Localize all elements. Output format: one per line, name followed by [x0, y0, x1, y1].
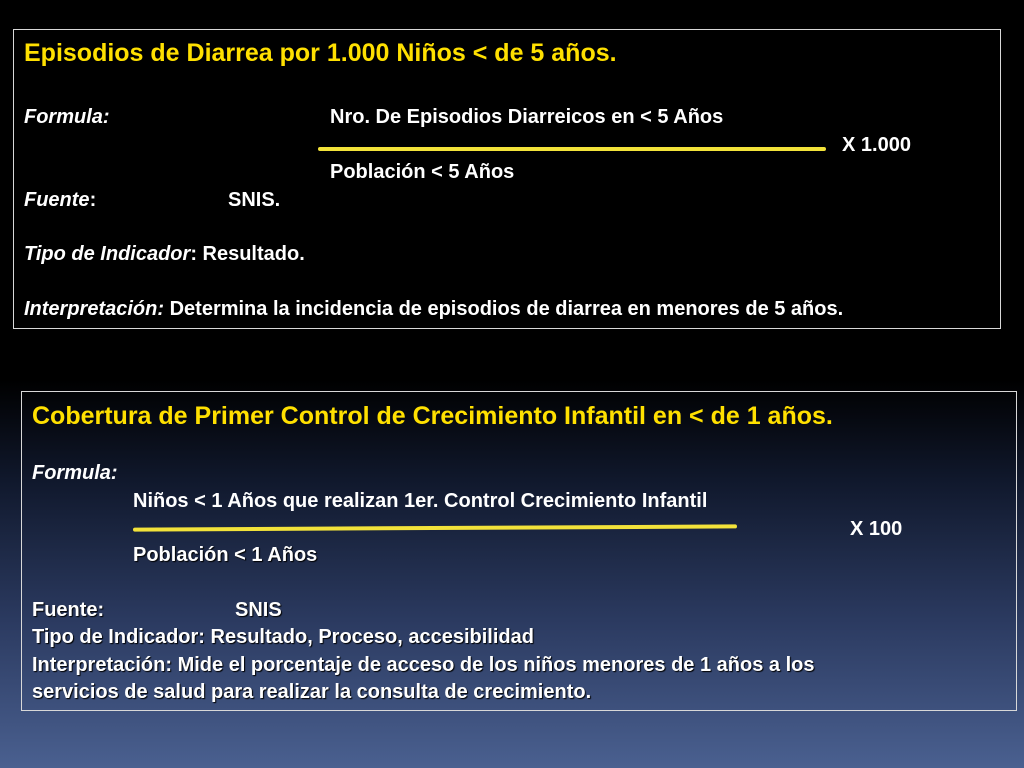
- crecimiento-numerator: Niños < 1 Años que realizan 1er. Control Crecimiento Infantil: [133, 490, 708, 512]
- diarrea-interp-label: Interpretación:: [24, 298, 165, 320]
- crecimiento-multiplier: X 100: [850, 518, 903, 540]
- crecimiento-title: Cobertura de Primer Control de Crecimiento Infantil en < de 1 años.: [32, 402, 833, 430]
- crecimiento-denominator: Población < 1 Años: [133, 544, 318, 566]
- diarrea-numerator: Nro. De Episodios Diarreicos en < 5 Años: [330, 106, 724, 128]
- diarrea-interp-row: [24, 297, 843, 321]
- crecimiento-fuente-label: Fuente:: [32, 599, 105, 621]
- diarrea-tipo-row: [24, 242, 305, 266]
- diarrea-fraction-bar: [318, 147, 826, 151]
- crecimiento-formula-label: Formula:: [32, 462, 118, 484]
- diarrea-fuente-label: Fuente: [24, 189, 90, 211]
- diarrea-tipo-value: : Resultado.: [190, 243, 305, 265]
- diarrea-fuente-value: SNIS.: [228, 189, 281, 211]
- crecimiento-fuente-value: SNIS: [235, 599, 282, 621]
- diarrea-denominator: Población < 5 Años: [330, 161, 515, 183]
- diarrea-formula-label: Formula:: [24, 106, 110, 128]
- diarrea-fuente-row: [24, 188, 96, 212]
- crecimiento-interp-line2: servicios de salud para realizar la consulta de crecimiento.: [32, 681, 592, 703]
- diarrea-fuente-colon: :: [89, 189, 97, 211]
- crecimiento-interp-line1: Interpretación: Mide el porcentaje de acceso de los niños menores de 1 años a los: [32, 654, 815, 676]
- crecimiento-tipo: Tipo de Indicador: Resultado, Proceso, accesibilidad: [32, 626, 534, 648]
- diarrea-tipo-label: Tipo de Indicador: [24, 243, 191, 265]
- diarrea-interp-value: Determina la incidencia de episodios de diarrea en menores de 5 años.: [164, 298, 844, 320]
- diarrea-multiplier: X 1.000: [842, 134, 911, 156]
- diarrea-title: Episodios de Diarrea por 1.000 Niños < de 5 años.: [24, 39, 617, 67]
